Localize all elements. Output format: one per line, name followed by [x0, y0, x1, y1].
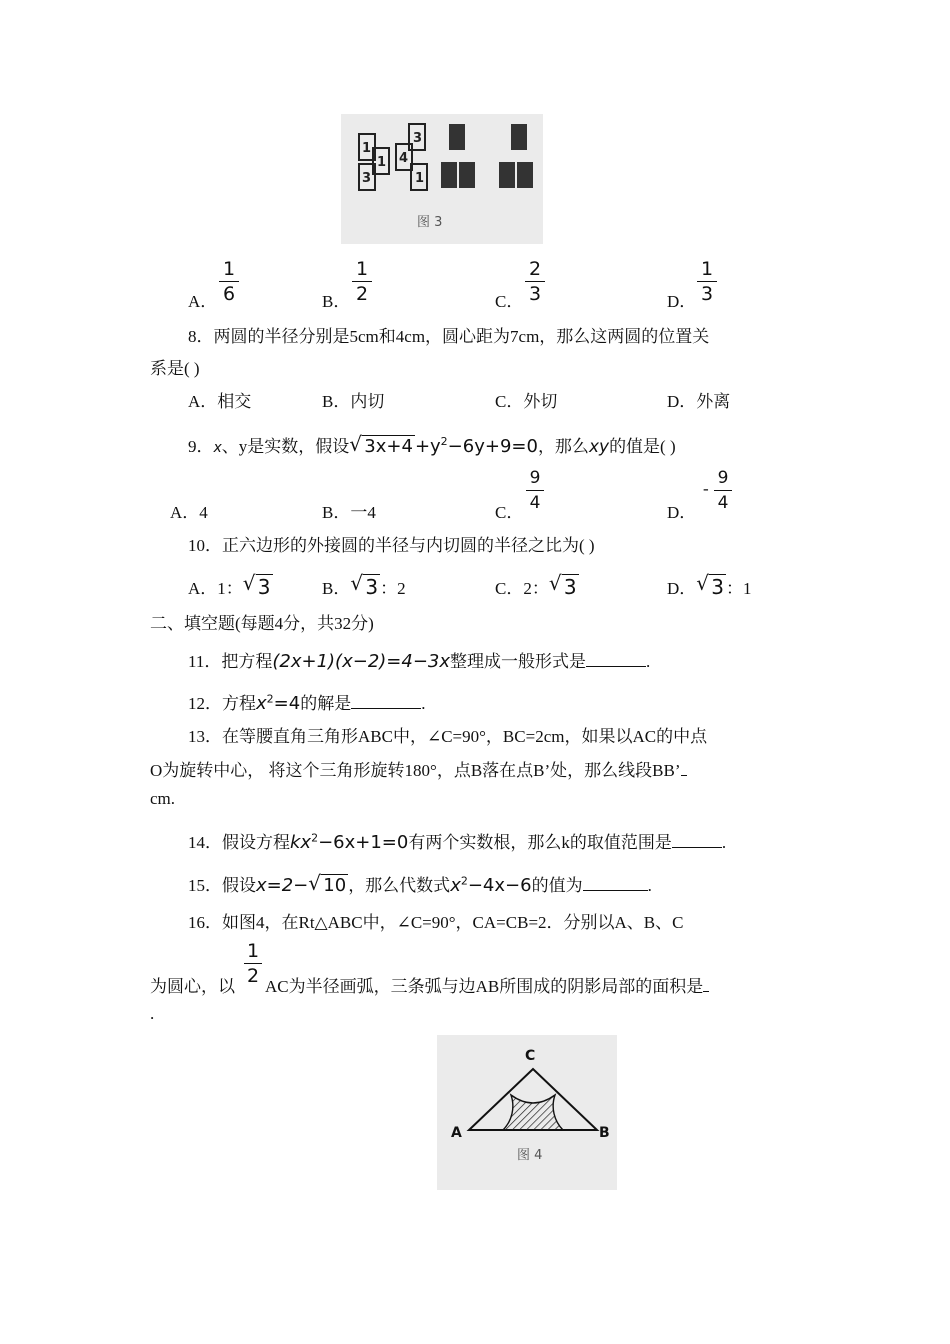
q12-answer-blank[interactable] [351, 694, 421, 709]
q15-suffix: 的值为 [531, 876, 583, 895]
q16-line3: . [150, 1004, 155, 1023]
vertex-label-c: C [525, 1048, 536, 1064]
card-label: 1 [362, 141, 372, 156]
q10-option-c-text: C．2： [495, 579, 549, 598]
q10-option-b-letter: B． [322, 579, 351, 598]
q11-answer-blank[interactable] [586, 652, 646, 667]
q14-exponent: 2 [311, 831, 319, 845]
card-label: 3 [362, 171, 372, 186]
q14-answer-blank[interactable] [672, 833, 722, 848]
figure-3-drawing [341, 114, 543, 244]
q9-exponent: 2 [440, 435, 448, 448]
q7-option-a-fraction: 1 6 [219, 258, 239, 305]
q7-option-d-fraction: 1 3 [697, 258, 717, 305]
q15-end: . [647, 876, 652, 895]
q13-answer-blank[interactable] [681, 761, 687, 776]
q9-option-d-letter: D． [667, 503, 697, 522]
figure-3 [341, 114, 543, 244]
q9-option-c-fraction: 9 4 [526, 467, 544, 514]
q14-end: . [721, 833, 727, 852]
q15-expression-rest: −4x−6 [467, 875, 532, 896]
q10-option-c-radicand: 3 [563, 575, 577, 599]
q9-eq-rest2: −6y+9=0 [447, 436, 538, 457]
q10-option-b-tail: ：2 [380, 579, 406, 598]
q15-prefix: 15．假设 [188, 876, 256, 895]
q9-prefix: 9． [188, 437, 214, 456]
q11-suffix: 整理成一般形式是 [450, 652, 587, 671]
q9-equation: √ $3x+4 +y^2-6y+9=0$ [349, 432, 538, 457]
q10-option-d: D． √ 3 ：1 [667, 571, 752, 599]
q9-option-c-letter: C． [495, 503, 524, 522]
q15-answer-blank[interactable] [583, 876, 648, 891]
vertex-label-b: B [599, 1125, 610, 1141]
q12-suffix: 的解是 [300, 694, 352, 713]
q7-option-c-fraction: 2 3 [525, 258, 545, 305]
q8-stem-line1: 8．两圆的半径分别是5cm和4cm，圆心距为7cm，那么这两圆的位置关 [188, 327, 710, 346]
q10-option-a-radicand: 3 [257, 575, 271, 599]
q11 [188, 647, 650, 672]
q15-exponent: 2 [460, 874, 468, 888]
q16-line1: 16．如图4，在Rt△ABC中，∠C=90°，CA=CB=2．分别以A、B、C [188, 913, 684, 932]
figure-4 [437, 1035, 617, 1190]
q10-option-d-tail: ：1 [726, 579, 752, 598]
q7-option-b-fraction: 1 2 [352, 258, 372, 305]
q12 [188, 689, 425, 714]
q15-text: ，那么代数式 [348, 876, 451, 895]
figure-3-caption: 图 3 [417, 215, 443, 230]
q9-variable-x: x [213, 440, 222, 456]
q10-option-b-radicand: 3 [365, 575, 379, 599]
q13-line3: cm. [150, 789, 176, 808]
q7-option-b-letter: B． [322, 292, 351, 311]
q8-option-c: C．外切 [495, 392, 558, 411]
q13-line1: 13．在等腰直角三角形ABC中，∠C=90°，BC=2cm，如果以AC的中点 [188, 727, 708, 746]
q10-option-a: A．1： √ 3 [188, 571, 271, 599]
q15-variable: x [450, 875, 461, 896]
card-label: 3 [413, 131, 423, 146]
q14-prefix: 14．假设方程 [188, 833, 290, 852]
figure-4-drawing [437, 1035, 617, 1190]
q8-option-a: A．相交 [188, 392, 252, 411]
q14-variable: kx [290, 832, 312, 853]
vertex-label-a: A [451, 1125, 462, 1141]
q10-option-c: C．2： √ 3 [495, 571, 577, 599]
q10-option-a-text: A．1： [188, 579, 243, 598]
q10-stem: 10．正六边形的外接圆的半径与内切圆的半径之比为( ) [188, 536, 595, 555]
q9-xy: xy [588, 437, 610, 457]
q15-radicand: 10 [323, 875, 347, 896]
q9-text3: 的值是( ) [609, 437, 676, 456]
q10-option-d-radicand: 3 [711, 575, 725, 599]
q12-variable: x [256, 693, 267, 714]
q16-line2b-text: AC为半径画弧，三条弧与边AB所围成的阴影局部的面积是 [265, 977, 704, 996]
q14 [188, 828, 726, 853]
q16-line2a: 为圆心，以 [150, 977, 235, 996]
card-label: 4 [399, 151, 409, 166]
q11-end: . [646, 652, 651, 671]
q7-option-d-letter: D． [667, 292, 697, 311]
q12-end: . [421, 694, 426, 713]
q16-answer-blank[interactable] [703, 977, 709, 992]
q9-option-b: B．一4 [322, 503, 376, 522]
q10-option-d-letter: D． [667, 579, 697, 598]
q9-text1: 、y是实数，假设 [221, 437, 350, 456]
q16-half-fraction: 1 2 [244, 940, 262, 987]
q12-equation-rest: =4 [273, 693, 301, 714]
q13-line2-text: O为旋转中心， 将这个三角形旋转180°，点B落在点B’处，那么线段BB’ [150, 761, 681, 780]
card-label: 1 [377, 155, 387, 170]
q12-exponent: 2 [266, 692, 274, 706]
q9-stem [188, 432, 676, 457]
q10-option-b: B． √ 3 ：2 [322, 571, 406, 599]
q9-option-d-fraction: 9 4 [714, 467, 732, 514]
q9-eq-rest: +y [414, 436, 441, 457]
q7-option-a-letter: A． [188, 292, 218, 311]
card-label: 1 [415, 171, 425, 186]
section-2-heading: 二、填空题(每题4分，共32分) [150, 614, 374, 633]
q8-stem-line2: 系是( ) [150, 359, 200, 378]
q9-option-a: A．4 [170, 503, 208, 522]
figure-4-caption: 图 4 [517, 1148, 543, 1163]
q8-option-b: B．内切 [322, 392, 385, 411]
q12-prefix: 12．方程 [188, 694, 256, 713]
q14-suffix: 有两个实数根，那么k的取值范围是 [408, 833, 672, 852]
q7-option-c-letter: C． [495, 292, 524, 311]
q15: 15．假设x=2− √ 10 ，那么代数式$x^2-4x-6$的值为 . [188, 871, 652, 896]
q15-equation: x=2− [256, 875, 309, 896]
q11-equation: (2x+1)(x−2)=4−3x [272, 651, 451, 672]
q16-line2b [265, 972, 709, 997]
q8-option-d: D．外离 [667, 392, 731, 411]
q9-radicand: 3x+4 [364, 436, 413, 457]
q14-equation-rest: −6x+1=0 [318, 832, 409, 853]
q11-prefix: 11．把方程 [188, 652, 273, 671]
q13-line2 [150, 756, 687, 781]
q9-option-d-sign: - [703, 479, 709, 498]
q9-text2: ，那么 [537, 437, 589, 456]
